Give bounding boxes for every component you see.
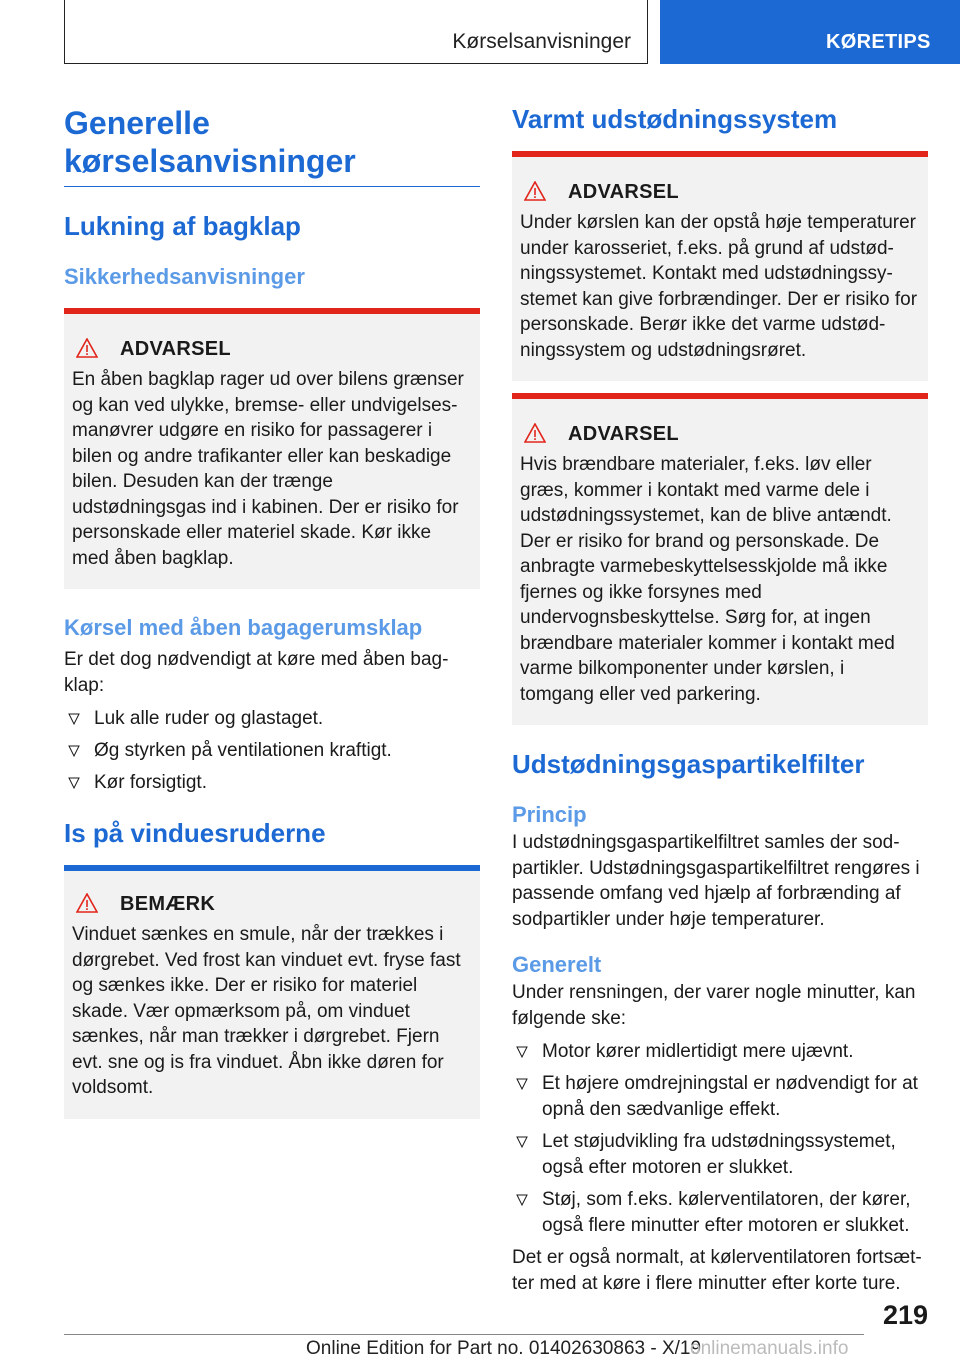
section-heading-ice: Is på vinduesruderne <box>64 818 326 848</box>
title-divider <box>64 186 480 187</box>
edition-text: Online Edition for Part no. 01402630863 - X/19 <box>306 1338 702 1359</box>
section-heading-hot-exhaust: Varmt udstødningssystem <box>512 104 838 134</box>
list-item: Motor kører midlertidigt mere ujævnt. <box>512 1039 928 1065</box>
warning-text: En åben bagklap rager ud over bilens grænser og kan ved ulykke, bremse- eller undvigelsesmanøvrer udgøre en risiko for passagerer i bilen og andre trafikanter eller kan beskadige bilen. Desuden kan der trænge udstødningsgas ind i kabinen. Der er risiko for personskade eller materiel skade. Kør ikke med åben bagklap. <box>72 369 464 569</box>
warning-label: ADVARSEL <box>568 423 679 445</box>
header-chapter-title: KØRETIPS <box>826 31 931 53</box>
note-label: BEMÆRK <box>120 893 216 915</box>
header-section-title: Kørselsanvisninger <box>452 30 631 53</box>
bullet-triangle-icon <box>516 1046 528 1058</box>
list-item: Let støjudvikling fra udstødningssystemet, også efter motoren er slukket. <box>512 1129 928 1181</box>
open-trunk-list <box>64 706 480 796</box>
warning-label: ADVARSEL <box>120 338 231 360</box>
page-title-line1: Generelle <box>64 105 210 141</box>
bullet-triangle-icon <box>68 777 80 789</box>
principle-text: I udstødningsgaspartikelfiltret samles der sodpartikler. Udstødningsgaspartikelfiltret rengøres i passende omfang ved hjælp af forbrænding af sodpartikler under høje temperaturer. <box>512 832 920 930</box>
warning-triangle-icon <box>76 893 98 913</box>
subheading-open-trunk: Kørsel med åben bagagerumsklap <box>64 615 423 640</box>
bullet-triangle-icon <box>516 1136 528 1148</box>
warning-text: Under kørslen kan der opstå høje temperaturer under karosseriet, f.eks. på grund af udstødningssystemet. Kontakt med udstødningssystemet kan give forbrændinger. Der er risiko for personskade. Berør ikke det varme udstødningssystem og udstødningsrøret. <box>520 212 918 361</box>
general-text: Under rensningen, der varer nogle minutter, kan følgende ske: <box>512 982 916 1029</box>
header-section-box <box>64 0 648 64</box>
bullet-triangle-icon <box>68 745 80 757</box>
subheading-general: Generelt <box>512 952 602 977</box>
list-item: Luk alle ruder og glastaget. <box>64 706 480 732</box>
general-list <box>512 1039 928 1239</box>
warning-label: ADVARSEL <box>568 181 679 203</box>
list-item: Øg styrken på ventilationen kraftigt. <box>64 738 480 764</box>
warning-box-flammable <box>512 393 928 725</box>
warning-triangle-icon <box>524 181 546 201</box>
warning-box-tailgate <box>64 308 480 589</box>
right-column <box>512 104 928 1296</box>
open-trunk-text: Er det dog nødvendigt at køre med åben bagklap: <box>64 649 449 696</box>
left-column <box>64 104 480 1119</box>
warning-box-hot-exhaust <box>512 151 928 381</box>
list-item: Et højere omdrejningstal er nødvendigt for at opnå den sædvanlige effekt. <box>512 1071 928 1123</box>
section-heading-tailgate: Lukning af bagklap <box>64 211 301 241</box>
section-heading-particle-filter: Udstødningsgaspartikelfilter <box>512 749 865 779</box>
subheading-principle: Princip <box>512 802 587 827</box>
bullet-triangle-icon <box>516 1078 528 1090</box>
page-number: 219 <box>883 1300 929 1330</box>
page-title-line2: kørselsanvisninger <box>64 143 356 179</box>
list-item: Kør forsigtigt. <box>64 770 480 796</box>
watermark-text: onlinemanuals.info <box>690 1338 849 1359</box>
header-chapter-tab <box>660 0 960 64</box>
warning-text: Hvis brændbare materialer, f.eks. løv eller græs, kommer i kontakt med varme dele i udstødningssystemet, kan de blive antændt. Der er risiko for brand og personskade. De anbragte varmebeskyttelsesskjolde må ikke fjernes og ikke forsynes med undervognsbeskyttelse. Sørg for, at ingen brændbare materialer kommer i kontakt med varme bilkomponenter under kørslen, i tomgang eller ved parkering. <box>520 454 895 705</box>
footer-divider <box>64 1334 864 1335</box>
closing-text: Det er også normalt, at kølerventilatoren fortsætter med at køre i flere minutter efter korte ture. <box>512 1247 922 1294</box>
warning-triangle-icon <box>524 423 546 443</box>
bullet-triangle-icon <box>68 713 80 725</box>
warning-triangle-icon <box>76 338 98 358</box>
note-box-ice <box>64 865 480 1119</box>
page-title <box>64 104 480 180</box>
subheading-safety: Sikkerhedsanvisninger <box>64 264 305 289</box>
bullet-triangle-icon <box>516 1194 528 1206</box>
list-item: Støj, som f.eks. kølerventilatoren, der kører, også flere minutter efter motoren er slukket. <box>512 1187 928 1239</box>
note-text: Vinduet sænkes en smule, når der trækkes i dørgrebet. Ved frost kan vinduet evt. fryse fast og sænkes ikke. Der er risiko for materiel skade. Vær opmærksom på, om vinduet sænkes, når man trækker i dørgrebet. Fjern evt. sne og is fra vinduet. Åbn ikke døren for voldsomt. <box>72 924 461 1098</box>
